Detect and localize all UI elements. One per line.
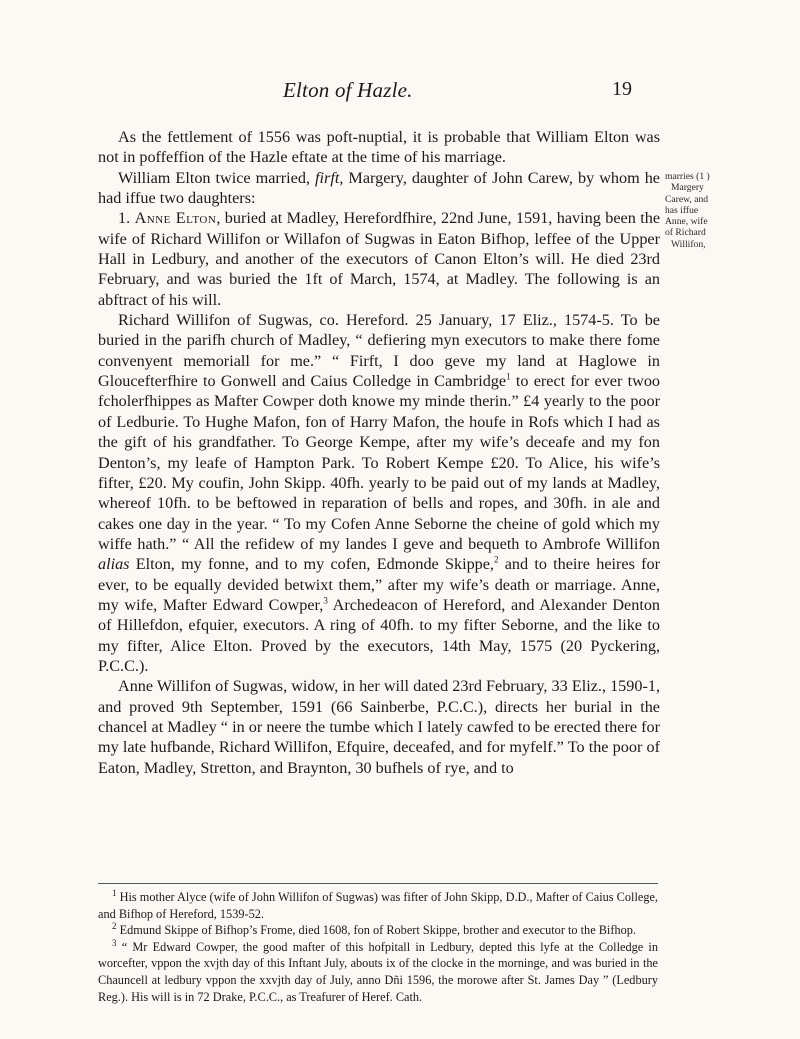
- footnote-divider: [98, 883, 658, 884]
- paragraph-anne-willison-will: Anne Willifon of Sugwas, widow, in her will dated 23rd February, 33 Eliz., 1590-1, and proved 9th September, 1591 (66 Sainberbe, P.C.C.), directs her burial in the chancel at Madley “ in or neere the tumbe which I lately cawfed to be erected there for my late hufbande, Richard Willifon, Efquire, deceafed, and for myfelf.” To the poor of Eaton, Madley, Stretton, and Braynton, 30 bufhels of rye, and to: [98, 677, 660, 777]
- margin-note-line: marries (1 ): [665, 171, 710, 182]
- paragraph-settlement: As the fettlement of 1556 was poft-nuptial, it is probable that William Elton was not in poffeffion of the Hazle eftate at the time of his marriage.: [98, 128, 660, 167]
- running-title: Elton of Hazle.: [283, 78, 413, 102]
- margin-note-line: Willifon,: [671, 238, 706, 250]
- margin-note-line: Margery: [671, 182, 704, 194]
- footnote-ref-3: 3: [323, 595, 328, 606]
- page-header: [0, 78, 800, 108]
- footnote-2: $^2$ Edmund Skippe of Bifhop’s Frome, died 1608, fon of Robert Skippe, brother and executor to the Bifhop.: [112, 921, 636, 938]
- margin-note-line: Anne, wife: [665, 216, 708, 228]
- footnote-ref-1: 1: [506, 371, 511, 382]
- margin-note-line: has iffue: [665, 204, 699, 216]
- paragraph-will-abstract: Richard Willifon of Sugwas, co. Hereford. 25 January, 17 Eliz., 1574-5. To be buried in the parifh church of Madley, “ defiering myn executors to make there fome convenyent memoriall for me.” “ Firft, I doo geve my land at Haglowe in Gloucefterfhire to Gonwell and Caius Colledge in Cambridge$^1$ to erect for ever twoo fcholerfhippes as Mafter Cowper doth knowe my minde therin.” £4 yearly to the poor of Ledburie. To Hughe Mafon, fon of Harry Mafon, the houfe in Rofs which I had as the gift of his grandfather. To George Kempe, after my wife’s deceafe and my fon Denton’s, my leafe of Hampton Park. To Robert Kempe £20. To Alice, his wife’s fifter, £20. My coufin, John Skipp. 40fh. yearly to be paid out of my lands at Madley, whereof 10fh. to be beftowed in reparation of bells and ropes, and 30fh. in ale and cakes one day in the year. “ To my Cofen Anne Seborne the cheine of gold which my wiffe hath.” “ All the refidew of my landes I geve and bequeth to Ambrofe Willifon alias Elton, my fonne, and to my cofen, Edmonde Skippe,$^2$ and to theire heires for ever, to be equally devided betwixt them,” after my wife’s death or marriage. Anne, my wife, Mafter Edward Cowper,$^3$ Archedeacon of Hereford, and Alexander Denton of Hillefdon, efquier, executors. A ring of 40fh. to my fifter Seborne, and the like to my fifter, Alice Elton. Proved by the executors, 14th May, 1575 (20 Pyckering, P.C.C.).: [98, 311, 661, 675]
- paragraph-marriage: William Elton twice married, firft, Margery, daughter of John Carew, by whom he had iffue two daughters:: [98, 168, 660, 208]
- margin-note-line: of Richard: [665, 227, 706, 239]
- footnote-1: $^1$ His mother Alyce (wife of John Willifon of Sugwas) was fifter of John Skipp, D.D., Mafter of Caius College, and Bifhop of Hereford, 1539-52.: [98, 887, 658, 921]
- margin-note-line: Carew, and: [665, 193, 709, 205]
- footnote-ref-2: 2: [493, 554, 499, 565]
- footnote-3: $^3$ “ Mr Edward Cowper, the good mafter of this hofpitall in Ledbury, depted this lyfe at the Colledge in worcefter, vppon the xvjth day of this Inftant July, abouts ix of the clocke in the morninge, and was buried in the Chauncell at ledbury vppon the xxvjth day of July, anno Dñi 1596, the morowe after St. James Day ” (Ledbury Reg.). His will is in 72 Drake, P.C.C., as Treafurer of Heref. Cath.: [98, 937, 658, 1004]
- footnotes: [98, 889, 658, 1005]
- person-name: Anne Elton: [134, 209, 217, 228]
- margin-note: [665, 171, 725, 250]
- page-number: 19: [612, 78, 632, 100]
- main-text: [98, 127, 660, 778]
- paragraph-anne-elton: 1. Anne Elton, buried at Madley, Herefordfhire, 22nd June, 1591, having been the wife of Richard Willifon or Willafon of Sugwas in Eaton Bifhop, leffee of the Upper Hall in Ledbury, and another of the executors of Canon Elton’s will. He died 23rd February, and was buried the 1ft of March, 1574, at Madley. The following is an abftract of his will.: [98, 209, 660, 309]
